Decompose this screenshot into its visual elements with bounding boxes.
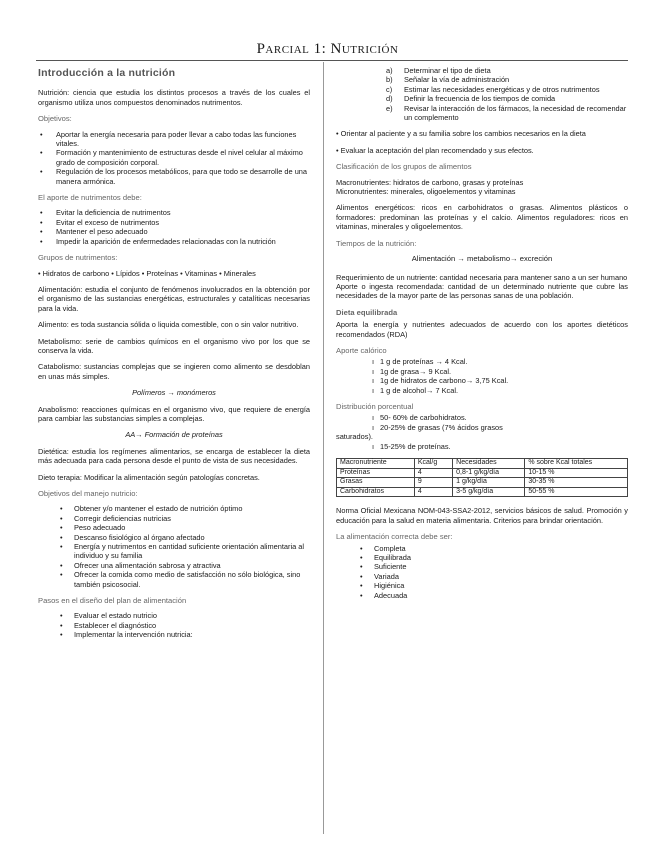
- evaluar-line: • Evaluar la aceptación del plan recomendado y sus efectos.: [336, 145, 534, 155]
- pasos-heading: Pasos en el diseño del plan de alimentación: [38, 596, 187, 606]
- table-row: [337, 487, 628, 497]
- list-item: • Ofrecer la comida como medio de satisfacción no sólo biológica, sino también psicosocial.: [38, 570, 310, 589]
- norma-text: Norma Oficial Mexicana NOM-043-SSA2-2012, servicios básicos de salud. Promoción y educación para la salud en materia alimentaria. Criterios para brindar orientación.: [336, 506, 628, 525]
- list-item: • Evaluar el estado nutricio: [38, 611, 310, 620]
- list-item: • Peso adecuado: [38, 523, 310, 532]
- list-item: • Mantener el peso adecuado: [38, 227, 310, 236]
- table-row: [337, 478, 628, 488]
- list-item: • Establecer el diagnóstico: [38, 621, 310, 630]
- tiempos-heading: Tiempos de la nutrición:: [336, 238, 417, 248]
- table-cell: Grasas: [337, 478, 415, 488]
- distrib-cont: saturados).: [336, 432, 373, 442]
- list-item: • Formación y mantenimiento de estructuras desde el nivel celular al máximo grado de composición corporal.: [38, 148, 310, 167]
- dietoterapia-def: Dieto terapia: Modificar la alimentación según patologías concretas.: [38, 472, 260, 482]
- list-item: • Descanso fisiológico al órgano afectado: [38, 533, 310, 542]
- list-item: • Regulación de los procesos metabólicos, para que todo se desarrolle de una manera armónica.: [38, 167, 310, 186]
- list-text: Determinar el tipo de dieta: [404, 66, 491, 75]
- distrib-list-last: [336, 442, 628, 451]
- list-item: • Corregir deficiencias nutricias: [38, 514, 310, 523]
- list-item: ı 1 g de alcohol→ 7 Kcal.: [336, 386, 628, 395]
- dieta-text: Aporta la energía y nutrientes adecuados de acuerdo con los aportes dietéticos recomendados (RDA): [336, 320, 628, 339]
- table-cell: 0,8-1 g/kg/día: [453, 468, 525, 478]
- list-item: ı 50- 60% de carbohidratos.: [336, 413, 628, 422]
- list-item: • Equilibrada: [336, 553, 628, 562]
- tiempos-line: Alimentación → metabolismo→ excreción: [411, 254, 553, 264]
- table-cell: 10-15 %: [525, 468, 628, 478]
- energeticos-text: Alimentos energéticos: ricos en carbohidratos o grasas. Alimentos plásticos o formadores: predominan las proteínas y el calcio. Alimentos reguladores: ricos en vitaminas, minerales y oligoelementos.: [336, 203, 628, 232]
- macronutrient-table: [336, 458, 628, 497]
- table-header-row: [337, 459, 628, 469]
- column-divider: [323, 62, 324, 834]
- list-item: • Aportar la energía necesaria para poder llevar a cabo todas las funciones vitales.: [38, 130, 310, 149]
- grupos-line: • Hidratos de carbono • Lípidos • Proteínas • Vitaminas • Minerales: [38, 268, 256, 278]
- metabolismo-def: Metabolismo: serie de cambios químicos en el organismo vivo por los que se conserva la vida.: [38, 336, 310, 355]
- table-cell: 9: [414, 478, 452, 488]
- grupos-heading: Grupos de nutrimentos:: [38, 253, 118, 263]
- manejo-heading: Objetivos del manejo nutricio:: [38, 489, 138, 498]
- left-column: [38, 66, 310, 647]
- aporte-heading: El aporte de nutrimentos debe:: [38, 193, 142, 203]
- table-header: Kcal/g: [414, 459, 452, 469]
- correcta-heading: La alimentación correcta debe ser:: [336, 532, 453, 542]
- correcta-list: [336, 544, 628, 600]
- list-text: Revisar la interacción de los fármacos, la necesidad de recomendar un complemento: [404, 103, 627, 123]
- distrib-heading: Distribución porcentual: [336, 401, 414, 411]
- list-item: • Suficiente: [336, 562, 628, 571]
- list-item: • Variada: [336, 572, 628, 581]
- list-item: [336, 104, 628, 123]
- list-item: ı 1g de hidratos de carbono→ 3,75 Kcal.: [336, 376, 628, 385]
- list-item: • Evitar la deficiencia de nutrimentos: [38, 208, 310, 217]
- list-text: Señalar la vía de administración: [404, 75, 510, 85]
- list-marker: c): [386, 84, 393, 94]
- objetivos-heading: Objetivos:: [38, 114, 72, 124]
- polimeros-line: Polímeros → monómeros: [132, 388, 216, 398]
- alimento-def: Alimento: es toda sustancia sólida o liquida comestible, con o sin valor nutritivo.: [38, 320, 299, 330]
- list-marker: b): [386, 75, 393, 85]
- aporte-cal-heading: Aporte calórico: [336, 345, 387, 355]
- list-item: [336, 94, 628, 103]
- nutricion-def: Nutrición: ciencia que estudia los distintos procesos a través de los cuales el organismo utiliza unos compuestos denominados nutrimentos.: [38, 88, 310, 107]
- list-item: [336, 66, 628, 75]
- table-header: Macronutriente: [337, 459, 415, 469]
- table-header: % sobre Kcal totales: [525, 459, 628, 469]
- title-rule: [36, 60, 628, 61]
- list-item: • Obtener y/o mantener el estado de nutrición óptimo: [38, 504, 310, 513]
- list-item: • Evitar el exceso de nutrimentos: [38, 218, 310, 227]
- table-cell: 1 g/kg/día: [453, 478, 525, 488]
- list-item: • Implementar la intervención nutricia:: [38, 630, 310, 639]
- requerimiento-def: Requerimiento de un nutriente: cantidad necesaria para mantener sano a un ser humano: [336, 272, 628, 282]
- aporte-list: [38, 208, 310, 246]
- list-item: • Higiénica: [336, 581, 628, 590]
- anabolismo-def: Anabolismo: reacciones químicas en el organismo vivo, que requiere de energía para cambiar las substancias simples a complejas.: [38, 404, 310, 423]
- pasos-list: [38, 611, 310, 639]
- objetivos-list: [38, 130, 310, 186]
- aporte-cal-list: [336, 357, 628, 395]
- list-item: • Adecuada: [336, 591, 628, 600]
- dietetica-def: Dietética: estudia los regímenes alimentarios, se encarga de establecer la dieta más adecuada para cada persona desde el punto de vista de sus necesidades.: [38, 446, 310, 466]
- list-marker: d): [386, 94, 393, 104]
- orientar-line: • Orientar al paciente y a su familia sobre los cambios necesarios en la dieta: [336, 129, 586, 139]
- right-column: [336, 66, 628, 607]
- ingesta-def: Aporte o ingesta recomendada: cantidad de un determinado nutriente que cubre las necesidades de la mayor parte de las personas sanas de una población.: [336, 281, 628, 301]
- list-item: ı 15-25% de proteínas.: [336, 442, 628, 451]
- list-item: ı 1g de grasa→ 9 Kcal.: [336, 367, 628, 376]
- substeps-list: [336, 66, 628, 122]
- micro-line: Micronutrientes: minerales, oligoelementos y vitaminas: [336, 187, 516, 197]
- table-cell: 50-55 %: [525, 487, 628, 497]
- table-cell: 4: [414, 468, 452, 478]
- list-item: ı 20-25% de grasas (7% ácidos grasos: [336, 423, 628, 432]
- table-cell: 30-35 %: [525, 478, 628, 488]
- table-cell: 3-5 g/kg/día: [453, 487, 525, 497]
- table-row: [337, 468, 628, 478]
- clasif-heading: Clasificación de los grupos de alimentos: [336, 162, 472, 172]
- catabolismo-def: Catabolismo: sustancias complejas que se ingieren como alimento se desdoblan en unas más simples.: [38, 362, 310, 381]
- list-item: [336, 85, 628, 94]
- distrib-list: [336, 413, 628, 432]
- list-item: • Ofrecer una alimentación sabrosa y atractiva: [38, 561, 310, 570]
- list-marker: e): [386, 103, 393, 113]
- table-cell: 4: [414, 487, 452, 497]
- list-item: • Impedir la aparición de enfermedades relacionadas con la nutrición: [38, 237, 310, 246]
- list-text: Definir la frecuencia de los tiempos de comida: [404, 94, 556, 104]
- list-item: • Energía y nutrimentos en cantidad suficiente orientación alimentaria al individuo y su familia: [38, 542, 310, 561]
- manejo-list: [38, 504, 310, 589]
- aa-line: AA→ Formación de proteínas: [125, 430, 223, 440]
- macro-line: Macronutrientes: hidratos de carbono, grasas y proteínas: [336, 177, 524, 187]
- list-text: Estimar las necesidades energéticas y de otros nutrimentos: [404, 84, 600, 94]
- table-header: Necesidades: [453, 459, 525, 469]
- list-item: ı 1 g de proteínas → 4 Kcal.: [336, 357, 628, 366]
- table-cell: Proteínas: [337, 468, 415, 478]
- dieta-heading: Dieta equilibrada: [336, 307, 398, 317]
- alimentacion-def: Alimentación: estudia el conjunto de fenómenos involucrados en la obtención por el organismo de las sustancias energéticas, estructurales y catalíticas necesarias para la vida.: [38, 284, 310, 313]
- list-marker: a): [386, 66, 393, 75]
- intro-heading: Introducción a la nutrición: [38, 67, 176, 79]
- list-item: • Completa: [336, 544, 628, 553]
- list-item: [336, 75, 628, 84]
- table-cell: Carbohidratos: [337, 487, 415, 497]
- page-title: Parcial 1: Nutrición: [256, 41, 399, 57]
